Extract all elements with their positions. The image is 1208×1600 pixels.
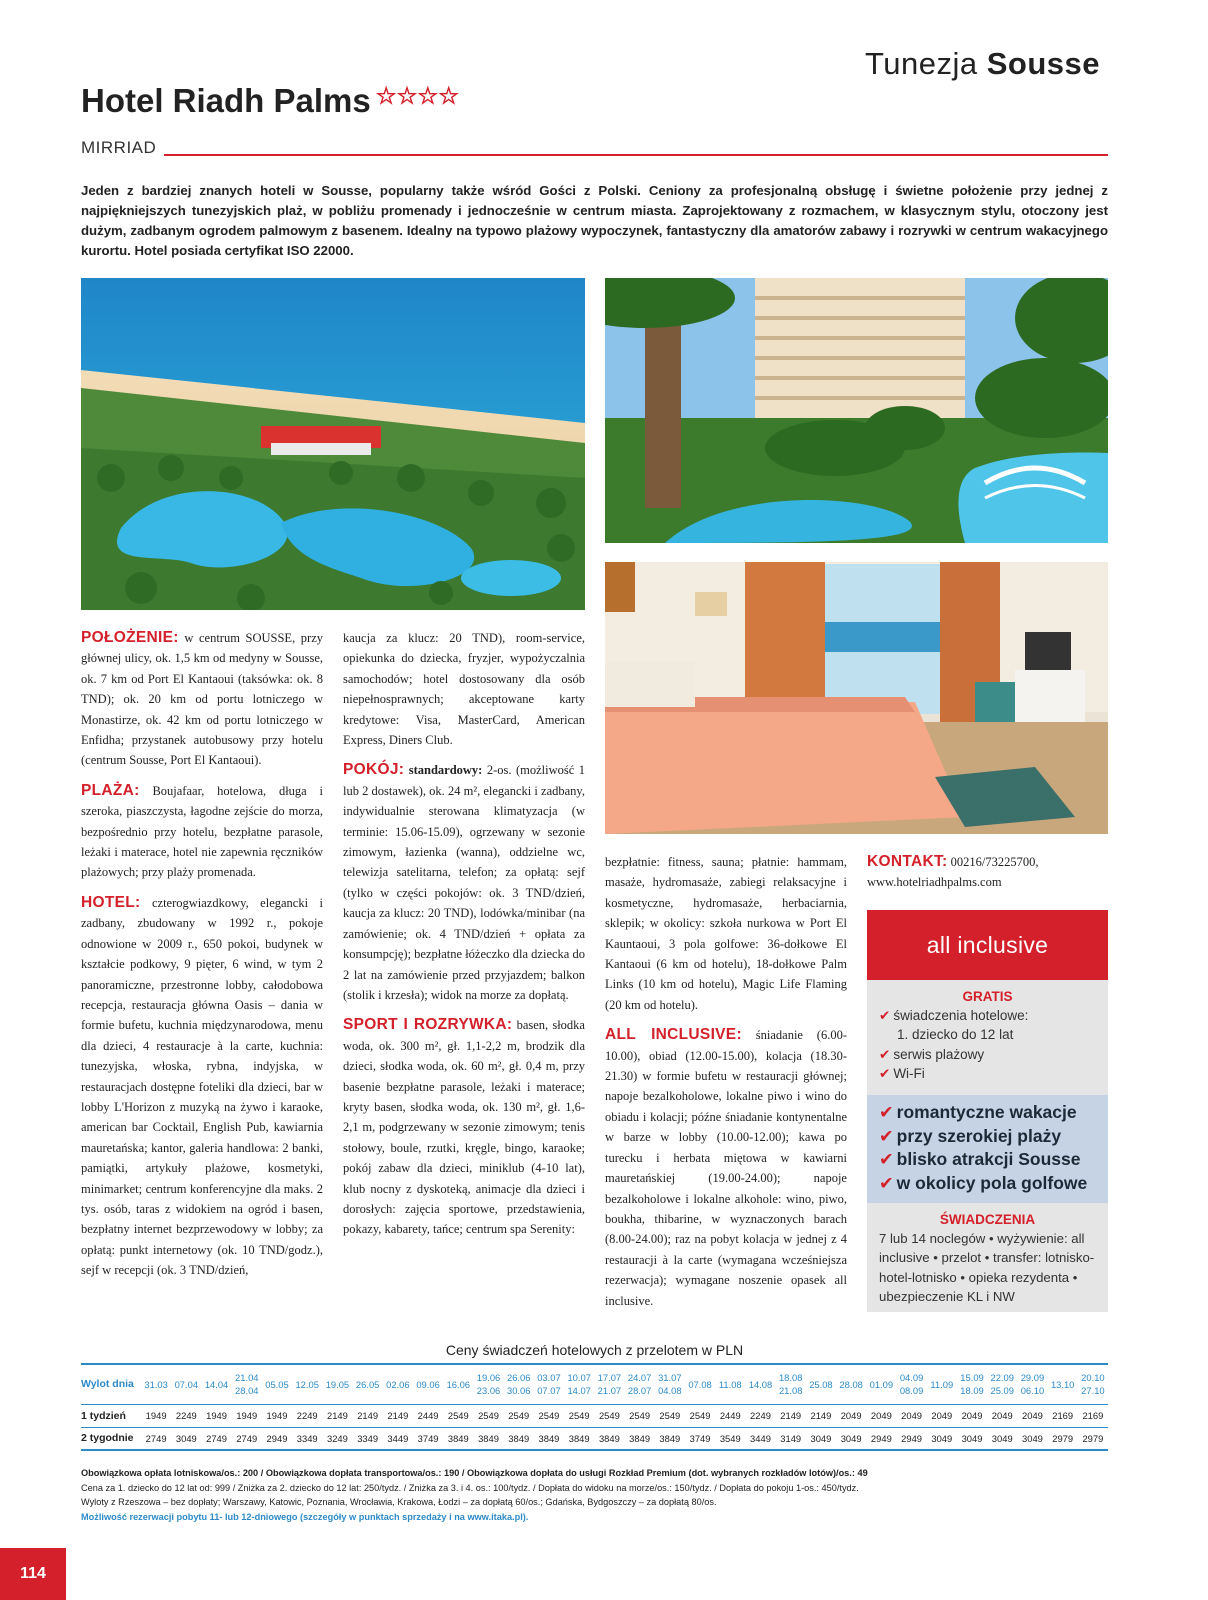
title-divider <box>164 154 1108 156</box>
photo-hotel-palms <box>605 278 1108 543</box>
price-cell: 2149 <box>353 1404 383 1427</box>
section-heading: POKÓJ: <box>343 761 405 779</box>
star-icon: ★ <box>439 85 459 108</box>
price-cell: 3849 <box>534 1427 564 1450</box>
price-cell: 2049 <box>927 1404 957 1427</box>
destination-title: Tunezja Sousse <box>864 46 1100 81</box>
section-heading: POŁOŻENIE: <box>81 629 179 646</box>
price-cell: 3549 <box>715 1427 745 1450</box>
check-icon: ✔ <box>879 1172 894 1193</box>
departure-date: 21.04 28.04 <box>232 1364 262 1404</box>
price-cell: 3749 <box>413 1427 443 1450</box>
text-column-2 <box>343 628 585 1250</box>
departure-date: 26.06 30.06 <box>504 1364 534 1404</box>
star-icon: ★ <box>418 85 438 108</box>
departure-date: 19.05 <box>322 1364 352 1404</box>
gratis-item: 1. dziecko do 12 lat <box>897 1027 1014 1043</box>
price-cell: 2049 <box>896 1404 926 1427</box>
price-table-title: Ceny świadczeń hotelowych z przelotem w PLN <box>445 1342 744 1358</box>
price-cell: 3049 <box>836 1427 866 1450</box>
price-cell: 2049 <box>1017 1404 1047 1427</box>
price-cell: 2249 <box>745 1404 775 1427</box>
departure-date: 15.09 18.09 <box>957 1364 987 1404</box>
feature-item: ✔ przy szerokiej plaży <box>879 1125 1062 1146</box>
price-cell: 2979 <box>1078 1427 1108 1450</box>
price-cell: 1949 <box>141 1404 171 1427</box>
price-cell: 2549 <box>443 1404 473 1427</box>
departure-label: Wylot dnia <box>81 1364 141 1404</box>
section-pokoj: POKÓJ: standardowy: 2-os. (możliwość 1 lub 2 dostawek), ok. 24 m², elegancki i zadbany, indywidualnie sterowana klimatyzacja (w terminie: 15.06-15.09), ogrzewany w sezonie zimowym, łazienka (wanna), oddzielne wc, telewizja satelitarna, telefon; za opłatą: sejf (tylko w części pokojów: ok. 3 TND/dzień, kaucja za klucz: 20 TND), lodówka/minibar (na zamówienie; ok. 4 TND/dzień + opłata za konsumpcję); bezpłatne łóżeczko dla dziecka do 2 lat na zamówienie przed przyjazdem; balkon (stolik i krzesła); widok na morze za dopłatą. <box>343 761 586 1002</box>
price-cell: 2149 <box>776 1404 806 1427</box>
feature-item: ✔ romantyczne wakacje <box>879 1102 1077 1122</box>
price-cell: 2549 <box>534 1404 564 1427</box>
features-box <box>867 1095 1108 1203</box>
price-cell: 3349 <box>353 1427 383 1450</box>
price-cell: 3349 <box>292 1427 322 1450</box>
departure-date: 25.08 <box>806 1364 836 1404</box>
departure-date: 04.09 08.09 <box>896 1364 926 1404</box>
section-all-inclusive: ALL INCLUSIVE: śniadanie (6.00-10.00), obiad (12.00-15.00), kolacja (18.30-21.30) w formie bufetu w restauracji głównej; napoje bezalkoholowe, lokalne piwo i wino do obiadu i kolacji; późne śniadanie kontynentalne w barze w lobby (10.00-12.00); kawa po turecku i herbata miętowa w kawiarni mauretańskiej (19.00-24.00); napoje bezalkoholowe i lokalne alkohole: wino, piwo, boukha, thibarine, w wyznaczonych barach (8.00-24.00); raz na pobyt kolacja w jednej z 4 restauracji à la carte (wymagana wcześniejsza rezerwacja); wymagane noszenie opasek all inclusive. <box>605 1026 848 1308</box>
price-cell: 2549 <box>504 1404 534 1427</box>
price-cell: 1949 <box>262 1404 292 1427</box>
section-polozenie: POŁOŻENIE: w centrum SOUSSE, przy głównej ulicy, ok. 1,5 km od medyny w Sousse, ok. 7 km od Port El Kantaoui (taksówka: ok. 8 TND); ok. 20 km od portu lotniczego w Monastirze, ok. 42 km od portu lotniczego w Enfidha; przystanek autobusowy przy hotelu (centrum Sousse, Port El Kantaoui). <box>81 629 323 768</box>
price-cell: 3749 <box>685 1427 715 1450</box>
price-row-1-week <box>81 1404 1108 1427</box>
services-box <box>867 1203 1108 1312</box>
price-cell: 2049 <box>836 1404 866 1427</box>
departure-date: 13.10 <box>1048 1364 1078 1404</box>
price-header-row <box>81 1364 1108 1404</box>
price-notes <box>81 1466 1108 1524</box>
section-sport-continued: bezpłatnie: fitness, sauna; płatnie: hammam, masaże, hydromasaże, zabiegi relaksacyjne i kosmetyczne, hydromasaże, herbaciarnia, sklepik; w okolicy: szkoła nurkowa w Port El Kauntaoui, 3 pola golfowe: 36-dołkowe El Kantaoui (6 km od hotelu), 18-dołkowe Palm Links (10 km od hotelu), Magic Life Flaming (20 km od hotelu). <box>605 855 847 1012</box>
departure-date: 20.10 27.10 <box>1078 1364 1108 1404</box>
price-cell: 3849 <box>564 1427 594 1450</box>
check-icon: ✔ <box>879 1066 891 1082</box>
departure-date: 14.08 <box>745 1364 775 1404</box>
price-cell: 2949 <box>896 1427 926 1450</box>
note-line: Wyloty z Rzeszowa – bez dopłaty; Warszawy, Katowic, Poznania, Wrocławia, Krakowa, Łodzi – za dopłatą 60/os.; Gdańska, Bydgoszczy – za dopłatą 80/os. <box>81 1497 717 1507</box>
departure-date: 29.09 06.10 <box>1017 1364 1047 1404</box>
price-cell: 3049 <box>927 1427 957 1450</box>
price-cell: 2149 <box>383 1404 413 1427</box>
services-title: ŚWIADCZENIA <box>939 1212 1036 1227</box>
gratis-title: GRATIS <box>962 989 1013 1004</box>
departure-date: 05.05 <box>262 1364 292 1404</box>
check-icon: ✔ <box>879 1046 891 1062</box>
row-label: 1 tydzień <box>81 1404 141 1427</box>
departure-date: 07.08 <box>685 1364 715 1404</box>
price-cell: 3849 <box>473 1427 503 1450</box>
price-cell: 2169 <box>1078 1404 1108 1427</box>
departure-date: 07.04 <box>171 1364 201 1404</box>
price-cell: 2149 <box>322 1404 352 1427</box>
price-cell: 3849 <box>594 1427 624 1450</box>
text-column-1 <box>81 628 323 1291</box>
price-cell: 2549 <box>655 1404 685 1427</box>
note-line: Cena za 1. dziecko do 12 lat od: 999 / Zniżka za 2. dziecko do 12 lat: 250/tydz. / Zniżka za 3. i 4. os.: 100/tydz. / Dopłata do widoku na morze/os.: 150/tydz. / Dopłata do pokoju 1-os.: 450/tydz. <box>81 1482 859 1493</box>
section-sport: SPORT I ROZRYWKA: basen, słodka woda, ok. 300 m², gł. 1,1-2,2 m, brodzik dla dzieci, słodka woda, ok. 60 m², gł. 0,4 m, przy basenie bezpłatne parasole, leżaki i materace; kryty basen, słodka woda, ok. 130 m², gł. 1,6-2,1 m, podgrzewany w sezonie zimowym; tenis stołowy, boule, rzutki, kręgle, bingo, karaoke; pokój zabaw dla dzieci, miniklub (4-10 lat), klub nocny z dyskoteką, animacje dla dzieci i dorosłych: zajęcia sportowe, przedstawienia, pokazy, kabarety, tańce; centrum spa Serenity: <box>343 1016 585 1237</box>
departure-date: 03.07 07.07 <box>534 1364 564 1404</box>
section-heading: KONTAKT: <box>867 853 948 870</box>
departure-date: 16.06 <box>443 1364 473 1404</box>
price-cell: 2249 <box>292 1404 322 1427</box>
section-kontakt: KONTAKT: 00216/73225700, www.hotelriadhpalms.com <box>867 853 1039 890</box>
price-cell: 3449 <box>383 1427 413 1450</box>
price-cell: 3049 <box>1017 1427 1047 1450</box>
price-cell: 1949 <box>201 1404 231 1427</box>
text-column-3 <box>605 852 847 1321</box>
price-cell: 2049 <box>957 1404 987 1427</box>
departure-date: 19.06 23.06 <box>473 1364 503 1404</box>
note-line: Możliwość rezerwacji pobytu 11- lub 12-dniowego (szczegóły w punktach sprzedaży i na www.itaka.pl). <box>81 1511 529 1522</box>
gratis-box <box>867 980 1108 1095</box>
price-cell: 2049 <box>987 1404 1017 1427</box>
departure-date: 02.06 <box>383 1364 413 1404</box>
departure-date: 11.09 <box>927 1364 957 1404</box>
price-cell: 2949 <box>866 1427 896 1450</box>
feature-item: ✔ blisko atrakcji Sousse <box>879 1149 1081 1169</box>
photo-aerial-beach-pool <box>81 278 585 610</box>
price-cell: 2549 <box>625 1404 655 1427</box>
departure-date: 28.08 <box>836 1364 866 1404</box>
board-type-badge: all inclusive <box>867 910 1108 980</box>
departure-date: 11.08 <box>715 1364 745 1404</box>
section-heading: HOTEL: <box>81 893 141 911</box>
price-cell: 2169 <box>1048 1404 1078 1427</box>
price-cell: 3149 <box>776 1427 806 1450</box>
price-cell: 2549 <box>473 1404 503 1427</box>
price-cell: 2449 <box>715 1404 745 1427</box>
note-line: Obowiązkowa opłata lotniskowa/os.: 200 / Obowiązkowa dopłata transportowa/os.: 190 / Obowiązkowa dopłata do usługi Rozkład Premium (dot. wybranych rozkładów lotów)/os.: 49 <box>81 1468 868 1478</box>
departure-date: 31.07 04.08 <box>655 1364 685 1404</box>
price-cell: 3849 <box>655 1427 685 1450</box>
departure-date: 24.07 28.07 <box>625 1364 655 1404</box>
price-cell: 1949 <box>232 1404 262 1427</box>
departure-date: 01.09 <box>866 1364 896 1404</box>
star-icon: ★ <box>376 85 396 108</box>
price-cell: 3849 <box>504 1427 534 1450</box>
price-row-2-weeks <box>81 1427 1108 1450</box>
departure-date: 31.03 <box>141 1364 171 1404</box>
price-cell: 2549 <box>594 1404 624 1427</box>
price-cell: 3249 <box>322 1427 352 1450</box>
gratis-item: ✔ serwis plażowy <box>879 1046 985 1062</box>
check-icon: ✔ <box>879 1125 894 1146</box>
hotel-title <box>81 82 458 120</box>
price-cell: 2949 <box>262 1427 292 1450</box>
price-cell: 3449 <box>745 1427 775 1450</box>
star-rating <box>377 86 458 107</box>
check-icon: ✔ <box>879 1102 894 1122</box>
section-heading: PLAŻA: <box>81 781 140 799</box>
price-cell: 3049 <box>806 1427 836 1450</box>
price-cell: 3049 <box>957 1427 987 1450</box>
price-cell: 2549 <box>564 1404 594 1427</box>
price-cell: 2249 <box>171 1404 201 1427</box>
price-cell: 2749 <box>201 1427 231 1450</box>
section-plaza: PLAŻA: Boujafaar, hotelowa, długa i szeroka, piaszczysta, łagodne zejście do morza, bezpośrednio przy hotelu, bezpłatne parasole, leżaki i materace, hotel nie zapewnia ręczników plażowych; przy plaży promenada. <box>81 781 324 880</box>
section-hotel-continued: kaucja za klucz: 20 TND), room-service, opiekunka do dziecka, fryzjer, wypożyczalnia samochodów; hotel dostosowany dla osób niepełnosprawnych; akceptowane karty kredytowe: Visa, MasterCard, American Express, Diners Club. <box>343 631 585 748</box>
price-cell: 2979 <box>1048 1427 1078 1450</box>
photo-hotel-room <box>605 562 1108 834</box>
hotel-intro: Jeden z bardziej znanych hoteli w Sousse, popularny także wśród Gości z Polski. Ceniony za profesjonalną obsługę i świetne położenie przy jednej z najpiękniejszych tunezyjskich plaż, w pobliżu promenady i jednocześnie w centrum miasta. Zaprojektowany z rozmachem, w klasycznym stylu, otoczony jest dużym, zadbanym ogrodem palmowym z basenem. Idealny na typowo plażowy wypoczynek, fantastyczny dla amatorów zabawy i rozrywki w centrum wakacyjnego kurortu. Hotel posiada certyfikat ISO 22000. <box>81 183 1108 258</box>
page-number: 114 <box>0 1548 66 1600</box>
price-cell: 3849 <box>625 1427 655 1450</box>
price-cell: 3049 <box>171 1427 201 1450</box>
departure-date: 09.06 <box>413 1364 443 1404</box>
departure-date: 14.04 <box>201 1364 231 1404</box>
departure-date: 22.09 25.09 <box>987 1364 1017 1404</box>
gratis-item: ✔ Wi-Fi <box>879 1066 925 1082</box>
hotel-name: Hotel Riadh Palms <box>81 82 371 119</box>
section-hotel: HOTEL: czterogwiazdkowy, elegancki i zadbany, zbudowany w 1992 r., pokoje odnowione w 2009 r., 650 pokoi, budynek w kształcie podkowy, 9 pięter, 6 wind, w tym 2 panoramiczne, przestronne lobby, całodobowa recepcja, restauracja główna Oasis – dania w formie bufetu, kuchnia międzynarodowa, menu dla dzieci, 4 restauracje à la carte, kuchnia: tunezyjska, włoska, rybna, indyjska, w restauracjach dostępne foteliki dla dzieci, bar w lobby L'Horizon z muzyką na żywo i karaoke, american bar Cocktail, English Pub, kawiarnia mauretańska; kantor, galeria handlowa: 2 banki, pamiątki, artykuły plażowe, kosmetyki, minimarket; centrum konferencyjne dla maks. 2 tys. osób, taras z widokiem na ogród i basen, bezpłatny internet bezprzewodowy w lobby; za opłatą: punkt internetowy (ok. 10 TND/godz.), sejf w recepcji (ok. 3 TND/dzień, <box>81 893 324 1278</box>
price-table <box>81 1363 1108 1451</box>
hotel-code: MIRRIAD <box>81 138 157 157</box>
feature-item: ✔ w okolicy pola golfowe <box>879 1172 1088 1193</box>
departure-date: 18.08 21.08 <box>776 1364 806 1404</box>
section-heading: SPORT I ROZRYWKA: <box>343 1016 513 1034</box>
price-cell: 2749 <box>141 1427 171 1450</box>
gratis-item: ✔ świadczenia hotelowe: <box>879 1008 1029 1023</box>
price-cell: 2449 <box>413 1404 443 1427</box>
row-label: 2 tygodnie <box>81 1427 141 1450</box>
price-cell: 2149 <box>806 1404 836 1427</box>
price-cell: 2549 <box>685 1404 715 1427</box>
check-icon: ✔ <box>879 1008 891 1023</box>
price-cell: 3849 <box>443 1427 473 1450</box>
departure-date: 17.07 21.07 <box>594 1364 624 1404</box>
services-text: 7 lub 14 noclegów • wyżywienie: all inclusive • przelot • transfer: lotnisko-hotel-lotnisko • opieka rezydenta • ubezpieczenie KL i NW <box>879 1231 1095 1304</box>
departure-date: 10.07 14.07 <box>564 1364 594 1404</box>
price-cell: 2749 <box>232 1427 262 1450</box>
departure-date: 26.05 <box>353 1364 383 1404</box>
departure-date: 12.05 <box>292 1364 322 1404</box>
section-heading: ALL INCLUSIVE: <box>605 1026 742 1044</box>
price-cell: 2049 <box>866 1404 896 1427</box>
price-cell: 3049 <box>987 1427 1017 1450</box>
check-icon: ✔ <box>879 1149 894 1169</box>
star-icon: ★ <box>397 85 417 108</box>
